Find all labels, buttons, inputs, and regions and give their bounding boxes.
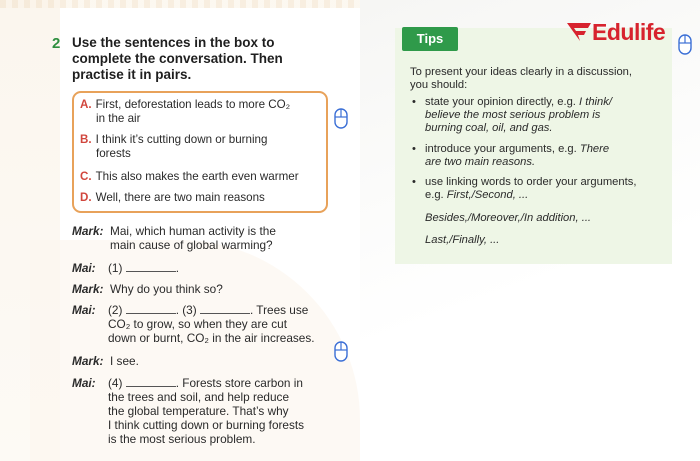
dialogue-text: Why do you think so? xyxy=(110,282,223,296)
dialogue-mai-2 xyxy=(72,303,315,345)
blank-number: (4) xyxy=(108,376,123,390)
speaker-label: Mark: xyxy=(72,354,104,368)
option-letter: C. xyxy=(80,170,92,183)
dialogue-text xyxy=(108,376,303,390)
logo-text: Edulife xyxy=(592,18,666,45)
dialogue-text xyxy=(108,303,308,317)
mouse-icon[interactable] xyxy=(334,108,348,129)
option-letter: A. xyxy=(80,98,92,111)
tip-example: Last,/Finally, ... xyxy=(425,234,500,246)
dialogue-text: . Trees use xyxy=(249,303,309,317)
option-text: Well, there are two main reasons xyxy=(95,191,265,204)
tip-text: state your opinion directly, e.g. xyxy=(425,96,580,108)
speaker-label: Mai: xyxy=(72,376,96,390)
dialogue-text: Mai, which human activity is the xyxy=(110,224,276,238)
blank-number: (2) xyxy=(108,303,123,317)
option-letter: B. xyxy=(80,133,92,146)
option-text: I think it’s cutting down or burning xyxy=(95,133,268,146)
dialogue-mark-3 xyxy=(72,354,139,368)
instruction-line: complete the conversation. Then xyxy=(72,51,283,66)
task-number: 2 xyxy=(52,35,61,52)
tip-text: introduce your arguments, e.g. xyxy=(425,143,580,155)
speaker-label: Mai: xyxy=(72,261,96,275)
bullet-dot: • xyxy=(412,176,416,188)
dialogue-mark-2 xyxy=(72,282,223,296)
tip-example: burning coal, oil, and gas. xyxy=(425,122,553,134)
bullet-dot: • xyxy=(412,96,416,108)
option-text: This also makes the earth even warmer xyxy=(95,170,299,183)
dialogue-text: CO₂ to grow, so when they are cut xyxy=(108,317,287,331)
answer-blank-4[interactable] xyxy=(126,376,176,387)
answer-blank-3[interactable] xyxy=(200,303,250,314)
bullet-dot: • xyxy=(412,143,416,155)
dialogue-text: is the most serious problem. xyxy=(108,432,256,446)
dialogue-text: . Forests store carbon in xyxy=(175,376,303,390)
punct: . xyxy=(175,261,179,275)
dialogue-mai-3 xyxy=(72,376,305,446)
sentence-box xyxy=(72,91,328,213)
tip-example: Besides,/Moreover,/In addition, ... xyxy=(425,212,592,224)
dialogue-text: the trees and soil, and help reduce xyxy=(108,390,290,404)
dialogue-text: the global temperature. That’s why xyxy=(108,404,289,418)
tip-example: I think/ xyxy=(579,96,612,108)
tip-text: e.g. xyxy=(425,189,447,201)
answer-blank-2[interactable] xyxy=(126,303,176,314)
dialogue-text: I think cutting down or burning forests xyxy=(108,418,305,432)
tip-example: believe the most serious problem is xyxy=(425,109,601,121)
tips-intro: you should: xyxy=(410,79,468,91)
option-d xyxy=(80,191,265,205)
dialogue-text: down or burnt, CO₂ in the air increases. xyxy=(108,331,315,345)
speaker-label: Mark: xyxy=(72,282,104,296)
task-instruction xyxy=(72,35,332,83)
mouse-icon[interactable] xyxy=(678,34,692,55)
tips-intro: To present your ideas clearly in a discussion, xyxy=(410,66,632,78)
option-text: in the air xyxy=(96,112,141,125)
option-b xyxy=(80,133,267,161)
option-a xyxy=(80,98,290,126)
instruction-line: Use the sentences in the box to xyxy=(72,35,275,50)
dialogue-mai-1 xyxy=(72,261,179,275)
speaker-label: Mai: xyxy=(72,303,96,317)
blank-number: (1) xyxy=(108,261,123,275)
edulife-logo xyxy=(566,17,665,47)
blank-number: . (3) xyxy=(175,303,197,317)
dialogue-text: main cause of global warming? xyxy=(110,238,273,252)
top-decoration xyxy=(0,0,360,8)
speaker-label: Mark: xyxy=(72,224,104,238)
dialogue-text xyxy=(108,261,179,275)
option-text: First, deforestation leads to more CO₂ xyxy=(95,98,291,111)
option-letter: D. xyxy=(80,191,92,204)
option-text: forests xyxy=(96,147,131,160)
tip-bullet-2 xyxy=(412,143,665,169)
tip-example: First,/Second, ... xyxy=(446,189,529,201)
tip-example: are two main reasons. xyxy=(425,156,536,168)
option-c xyxy=(80,170,299,184)
tip-bullet-3 xyxy=(412,176,670,202)
dialogue-text: I see. xyxy=(110,354,139,368)
tip-example: There xyxy=(579,143,610,155)
logo-mark-icon xyxy=(566,21,592,43)
tip-text: use linking words to order your arguments, xyxy=(425,176,637,188)
tips-tab: Tips xyxy=(402,27,458,51)
tip-bullet-1 xyxy=(412,96,665,135)
instruction-line: practise it in pairs. xyxy=(72,67,192,82)
answer-blank-1[interactable] xyxy=(126,261,176,272)
dialogue-mark-1 xyxy=(72,224,276,252)
mouse-icon[interactable] xyxy=(334,341,348,362)
